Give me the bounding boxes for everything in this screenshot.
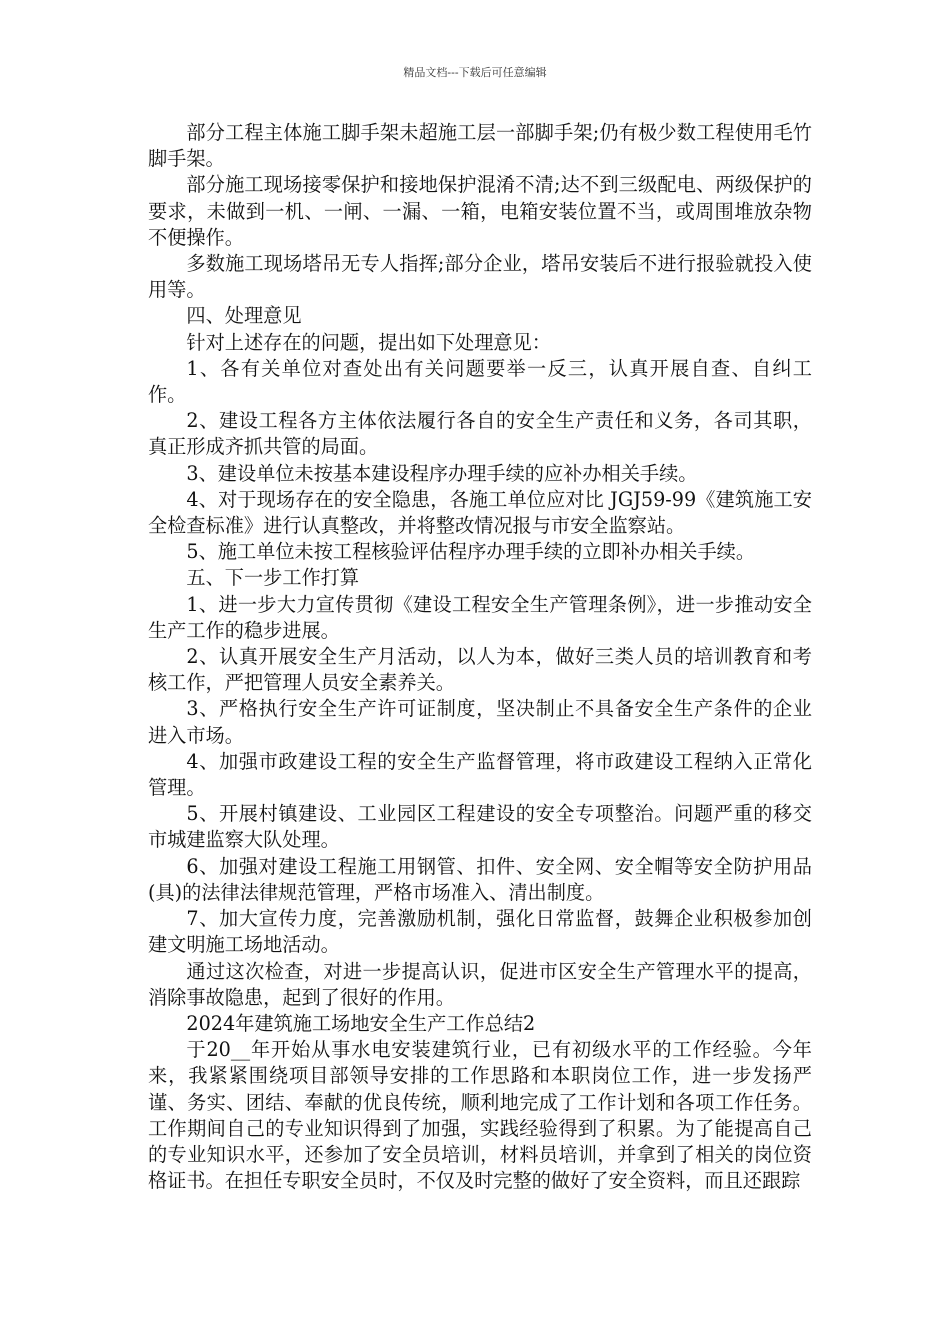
list-item: 2、建设工程各方主体依法履行各自的安全生产责任和义务，各司其职，真正形成齐抓共管的局面。 [148, 409, 812, 459]
document-body [148, 120, 812, 1194]
list-item: 5、开展村镇建设、工业园区工程建设的安全专项整治。问题严重的移交市城建监察大队处理。 [148, 802, 812, 852]
list-item: 5、施工单位未按工程核验评估程序办理手续的立即补办相关手续。 [186, 540, 756, 564]
list-item: 1、进一步大力宣传贯彻《建设工程安全生产管理条例》，进一步推动安全生产工作的稳步进展。 [148, 592, 812, 642]
list-item: 2、认真开展安全生产月活动，以人为本，做好三类人员的培训教育和考核工作，严把管理人员安全素养关。 [148, 645, 812, 695]
section-heading: 四、处理意见 [186, 304, 302, 328]
paragraph: 部分工程主体施工脚手架未超施工层一部脚手架;仍有极少数工程使用毛竹脚手架。 [148, 121, 812, 171]
paragraph: 部分施工现场接零保护和接地保护混淆不清;达不到三级配电、两级保护的要求，未做到一机、一闸、一漏、一箱，电箱安装位置不当，或周围堆放杂物不便操作。 [148, 173, 812, 249]
list-item: 1、各有关单位对查处出有关问题要举一反三，认真开展自查、自纠工作。 [148, 356, 812, 407]
paragraph: 针对上述存在的问题，提出如下处理意见： [186, 330, 551, 354]
paragraph: 于20__年开始从事水电安装建筑行业，已有初级水平的工作经验。今年来，我紧紧围绕项目部领导安排的工作思路和本职岗位工作，进一步发扬严谨、务实、团结、奉献的优良传统，顺利地完成了工作计划和各项工作任务。工作期间自己的专业知识得到了加强，实践经验得到了积累。为了能提高自己的专业知识水平，还参加了安全员培训，材料员培训，并拿到了相关的岗位资格证书。在担任专职安全员时，不仅及时完整的做好了安全资料，而且还跟踪 [148, 1038, 812, 1193]
list-item: 4、对于现场存在的安全隐患，各施工单位应对比 JGJ59-99《建筑施工安全检查标准》进行认真整改，并将整改情况报与市安全监察站。 [148, 487, 812, 538]
paragraph: 多数施工现场塔吊无专人指挥;部分企业，塔吊安装后不进行报验就投入使用等。 [148, 252, 812, 302]
document-subtitle: 2024年建筑施工场地安全生产工作总结2 [186, 1011, 536, 1035]
section-heading: 五、下一步工作打算 [186, 566, 360, 590]
paragraph: 通过这次检查，对进一步提高认识，促进市区安全生产管理水平的提高，消除事故隐患，起到了很好的作用。 [148, 959, 812, 1009]
list-item: 7、加大宣传力度，完善激励机制，强化日常监督，鼓舞企业积极参加创建文明施工场地活动。 [148, 907, 812, 957]
list-item: 4、加强市政建设工程的安全生产监督管理，将市政建设工程纳入正常化管理。 [148, 749, 812, 800]
list-item: 3、严格执行安全生产许可证制度，坚决制止不具备安全生产条件的企业进入市场。 [148, 697, 812, 747]
list-item: 6、加强对建设工程施工用钢管、扣件、安全网、安全帽等安全防护用品(具)的法律法律规范管理，严格市场准入、清出制度。 [148, 854, 812, 904]
page-header: 精品文档---下载后可任意编辑 [403, 66, 547, 79]
list-item: 3、建设单位未按基本建设程序办理手续的应补办相关手续。 [186, 461, 698, 485]
